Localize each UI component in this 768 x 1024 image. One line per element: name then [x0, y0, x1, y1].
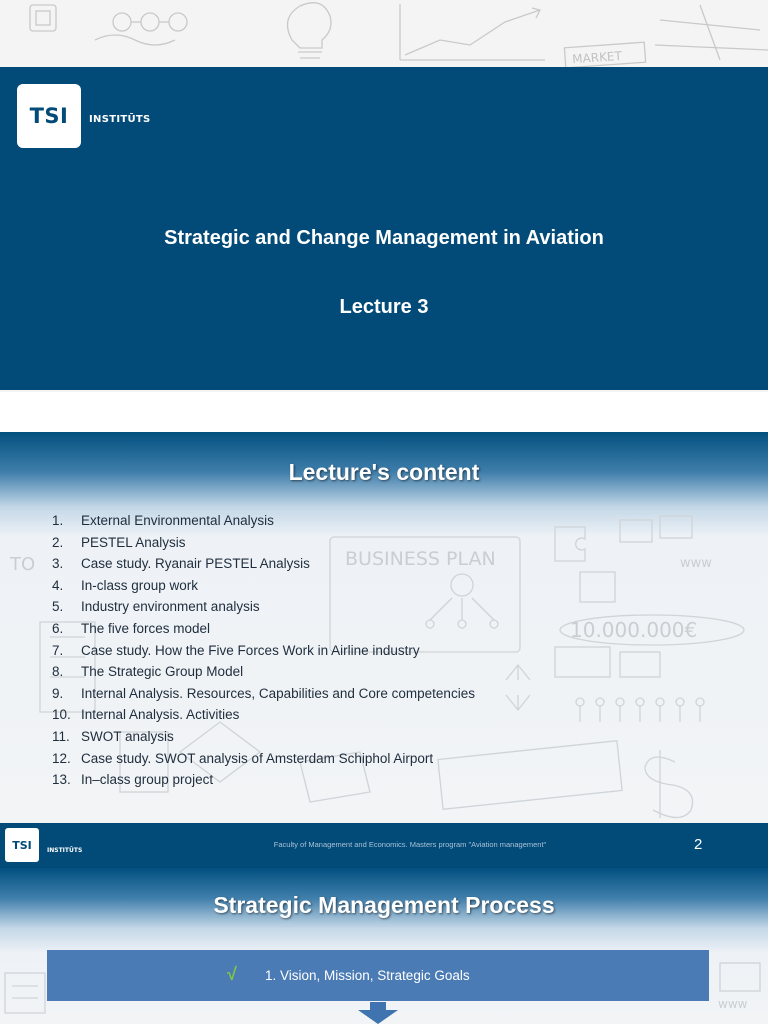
list-item-number: 3. [52, 556, 64, 572]
list-item-number: 9. [52, 685, 64, 701]
sketch-business-plan-text: BUSINESS PLAN [345, 548, 496, 570]
list-item-number: 1. [52, 513, 64, 528]
contents-slide [0, 432, 768, 823]
sketch-www-text: www [680, 556, 712, 571]
list-item-number: 12. [52, 750, 71, 766]
tsi-logo [17, 84, 81, 148]
list-item [52, 532, 475, 554]
list-item-number: 5. [52, 599, 64, 615]
list-item-text: Internal Analysis. Activities [81, 707, 240, 723]
list-item-text: SWOT analysis [81, 728, 174, 744]
list-item [52, 553, 475, 575]
sketch-to-text: TO [10, 554, 36, 575]
list-item-number: 11. [52, 728, 70, 744]
check-icon: √ [227, 964, 237, 984]
list-item [52, 748, 475, 770]
list-item-text: The five forces model [81, 620, 211, 636]
list-item-text: Internal Analysis. Resources, Capabilities and Core competencies [81, 685, 475, 701]
list-item [52, 704, 475, 726]
sketch-puzzle-icon [555, 527, 615, 602]
list-item [52, 510, 475, 532]
list-item [52, 683, 475, 705]
footer-logo-subtext: INSTITŪTS [47, 847, 83, 854]
sketch-chart-icon [400, 4, 545, 60]
title-slide [0, 0, 768, 392]
list-item [52, 596, 475, 618]
logo-subtext: INSTITŪTS [89, 114, 151, 125]
sketch-market-text: MARKET [571, 48, 623, 67]
list-item [52, 726, 475, 748]
list-item-number: 2. [52, 534, 64, 550]
list-item-text: In-class group work [81, 577, 199, 593]
process-slide [0, 868, 768, 1024]
presentation-title: Strategic and Change Management in Aviation [164, 227, 604, 249]
sketch-dollar-icon [645, 750, 693, 818]
list-item-text: The Strategic Group Model [81, 664, 244, 680]
lecture-number: Lecture 3 [339, 296, 429, 318]
contents-list [52, 510, 475, 791]
process-title: Strategic Management Process [213, 892, 555, 918]
list-item [52, 661, 475, 683]
list-item-text: In–class group project [81, 772, 214, 788]
logo-text: TSI [29, 104, 69, 128]
list-item-text: Industry environment analysis [81, 599, 260, 615]
footer-logo-text: TSI [12, 838, 32, 852]
down-arrow-icon [358, 1002, 398, 1024]
sketch-people-icon [576, 698, 704, 722]
list-item-text: Case study. Ryanair PESTEL Analysis [81, 556, 310, 572]
list-item-number: 10. [52, 707, 71, 723]
list-item-number: 4. [52, 577, 64, 593]
list-item [52, 769, 475, 791]
list-item-number: 8. [52, 664, 64, 680]
list-item-text: Case study. How the Five Forces Work in Airline industry [81, 642, 420, 658]
contents-title: Lecture's content [288, 459, 480, 485]
list-item-text: PESTEL Analysis [81, 534, 186, 550]
list-item-text: Case study. SWOT analysis of Amsterdam Schiphol Airport [81, 750, 434, 766]
sketch-lightbulb-icon [288, 3, 332, 58]
list-item [52, 640, 475, 662]
list-item [52, 618, 475, 640]
sketch-www-text: www [718, 997, 748, 1011]
list-item [52, 575, 475, 597]
list-item-number: 6. [52, 620, 64, 636]
process-step-label: 1. Vision, Mission, Strategic Goals [265, 968, 470, 983]
list-item-text: External Environmental Analysis [81, 513, 274, 528]
page-number: 2 [694, 836, 703, 853]
process-step [47, 950, 709, 1001]
list-item-number: 7. [52, 642, 64, 658]
footer-faculty-text: Faculty of Management and Economics. Masters program "Aviation management" [273, 840, 547, 849]
sketch-amount-text: 10.000.000€ [570, 618, 698, 642]
footer-tsi-logo [5, 828, 39, 862]
list-item-number: 13. [52, 772, 71, 788]
